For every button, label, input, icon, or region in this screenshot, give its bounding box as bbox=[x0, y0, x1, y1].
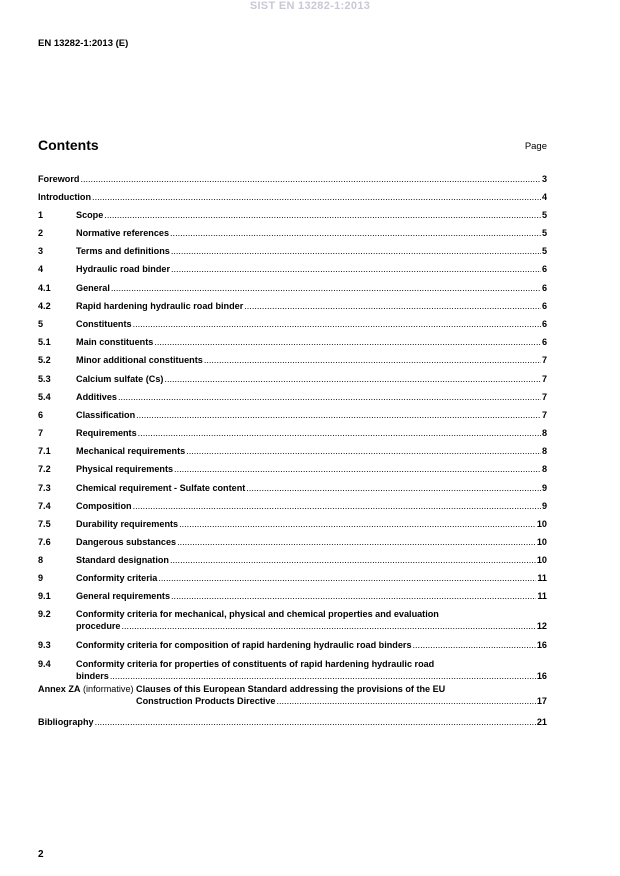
dot-leader bbox=[110, 283, 541, 295]
toc-entry[interactable] bbox=[38, 392, 547, 404]
toc-entry[interactable] bbox=[38, 246, 547, 258]
toc-entry-page: 7 bbox=[541, 410, 547, 420]
toc-entry-page: 5 bbox=[541, 210, 547, 220]
toc-entry-title: Constituents bbox=[76, 319, 132, 329]
page-number: 2 bbox=[38, 849, 44, 860]
dot-leader bbox=[243, 301, 541, 313]
toc-entry-title: Chemical requirement - Sulfate content bbox=[76, 483, 246, 493]
toc-entry-number: 5.3 bbox=[38, 374, 51, 384]
toc-entry[interactable] bbox=[38, 337, 547, 349]
dot-leader bbox=[412, 640, 536, 652]
toc-entry-title-line1: Clauses of this European Standard addressing the provisions of the EU bbox=[136, 684, 446, 694]
document-id: EN 13282-1:2013 (E) bbox=[38, 38, 129, 49]
toc-entry-title: Dangerous substances bbox=[76, 537, 177, 547]
dot-leader bbox=[163, 374, 541, 386]
dot-leader bbox=[170, 246, 541, 258]
toc-entry-title: Composition bbox=[76, 501, 132, 511]
dot-leader bbox=[135, 410, 541, 422]
toc-entry-number: 5.1 bbox=[38, 337, 51, 347]
dot-leader bbox=[170, 264, 541, 276]
dot-leader bbox=[185, 446, 541, 458]
toc-entry-title: Requirements bbox=[76, 428, 137, 438]
toc-entry[interactable] bbox=[38, 591, 547, 603]
toc-entry-title: Mechanical requirements bbox=[76, 446, 186, 456]
toc-entry-page: 8 bbox=[541, 428, 547, 438]
toc-entry[interactable] bbox=[38, 301, 547, 313]
toc-entry-number: 4.1 bbox=[38, 283, 51, 293]
toc-entry-number: 7.6 bbox=[38, 537, 51, 547]
toc-entry[interactable] bbox=[38, 717, 547, 729]
toc-entry-number: 2 bbox=[38, 228, 44, 238]
dot-leader bbox=[176, 537, 536, 549]
dot-leader bbox=[169, 555, 536, 567]
toc-entry[interactable] bbox=[38, 609, 547, 632]
toc-entry-page: 8 bbox=[541, 446, 547, 456]
toc-entry-number: 7 bbox=[38, 428, 44, 438]
toc-entry-page: 16 bbox=[536, 640, 547, 650]
toc-entry-number: 6 bbox=[38, 410, 44, 420]
toc-entry[interactable] bbox=[38, 319, 547, 331]
toc-entry-title: Rapid hardening hydraulic road binder bbox=[76, 301, 244, 311]
watermark: SIST EN 13282-1:2013 bbox=[249, 0, 371, 12]
toc-entry-page: 7 bbox=[541, 392, 547, 402]
toc-entry[interactable] bbox=[38, 555, 547, 567]
toc-entry[interactable] bbox=[38, 410, 547, 422]
toc-entry-title-line1: Conformity criteria for properties of constituents of rapid hardening hydraulic road bbox=[76, 659, 435, 669]
toc-entry-title: Conformity criteria for composition of rapid hardening hydraulic road binders bbox=[76, 640, 412, 650]
toc-entry[interactable] bbox=[38, 264, 547, 276]
toc-entry-number: 3 bbox=[38, 246, 44, 256]
toc-entry-title: Terms and definitions bbox=[76, 246, 170, 256]
toc-entry-title-line1: Conformity criteria for mechanical, physical and chemical properties and evaluation bbox=[76, 609, 439, 619]
toc-entry-page: 9 bbox=[541, 483, 547, 493]
toc-entry-number: 9.2 bbox=[38, 609, 51, 619]
toc-entry-number: 4.2 bbox=[38, 301, 51, 311]
toc-entry-page: 4 bbox=[541, 192, 547, 202]
toc-entry-number: Annex ZA bbox=[38, 684, 81, 694]
toc-entry-number: 9.1 bbox=[38, 591, 51, 601]
toc-entry-number: 1 bbox=[38, 210, 44, 220]
toc-entry-title: Normative references bbox=[76, 228, 170, 238]
toc-entry-title: General bbox=[76, 283, 110, 293]
toc-entry[interactable] bbox=[38, 519, 547, 531]
toc-entry-title: Minor additional constituents bbox=[76, 355, 203, 365]
toc-entry-page: 17 bbox=[536, 695, 547, 706]
toc-entry[interactable] bbox=[38, 192, 547, 204]
toc-entry-number: 7.3 bbox=[38, 483, 51, 493]
toc-entry-number: 5.2 bbox=[38, 355, 51, 365]
dot-leader bbox=[132, 501, 541, 513]
toc-entry-title: Bibliography bbox=[38, 717, 94, 727]
dot-leader bbox=[153, 337, 541, 349]
toc-entry[interactable] bbox=[38, 537, 547, 549]
toc-entry-title: procedure bbox=[76, 620, 121, 631]
toc-entry-title: Hydraulic road binder bbox=[76, 264, 170, 274]
toc-entry[interactable] bbox=[38, 501, 547, 513]
toc-entry-page: 6 bbox=[541, 337, 547, 347]
toc-entry-page: 5 bbox=[541, 228, 547, 238]
toc-entry-number: 7.4 bbox=[38, 501, 51, 511]
toc-entry-number: 9.4 bbox=[38, 659, 51, 669]
toc-entry-number: 8 bbox=[38, 555, 44, 565]
toc-entry-title: Physical requirements bbox=[76, 464, 174, 474]
toc-entry-title: Additives bbox=[76, 392, 117, 402]
toc-entry[interactable] bbox=[38, 355, 547, 367]
toc-entry[interactable] bbox=[38, 374, 547, 386]
toc-entry-page: 7 bbox=[541, 355, 547, 365]
toc-entry-title: Scope bbox=[76, 210, 104, 220]
toc-entry-number: 5 bbox=[38, 319, 44, 329]
toc-entry-title: General requirements bbox=[76, 591, 171, 601]
toc-entry-page: 10 bbox=[536, 537, 547, 547]
dot-leader bbox=[275, 696, 535, 708]
dot-leader bbox=[137, 428, 541, 440]
toc-entry[interactable] bbox=[38, 228, 547, 240]
toc-entry[interactable] bbox=[38, 659, 547, 682]
toc-entry-page: 3 bbox=[541, 174, 547, 184]
toc-entry-page: 6 bbox=[541, 301, 547, 311]
toc-entry-title: binders bbox=[76, 670, 109, 681]
toc-entry-page: 6 bbox=[541, 283, 547, 293]
toc-entry-page: 16 bbox=[536, 670, 547, 681]
dot-leader bbox=[94, 717, 536, 729]
toc-entry-title: Standard designation bbox=[76, 555, 169, 565]
dot-leader bbox=[132, 319, 541, 331]
toc-entry[interactable] bbox=[38, 446, 547, 458]
toc-entry[interactable] bbox=[38, 684, 547, 707]
toc-entry[interactable] bbox=[38, 483, 547, 495]
toc-entry[interactable] bbox=[38, 428, 547, 440]
toc-entry-page: 8 bbox=[541, 464, 547, 474]
toc-entry-number: 7.2 bbox=[38, 464, 51, 474]
dot-leader bbox=[170, 591, 536, 603]
dot-leader bbox=[169, 228, 541, 240]
toc-entry-title: Conformity criteria bbox=[76, 573, 158, 583]
toc-entry-number: 5.4 bbox=[38, 392, 51, 402]
toc-entry[interactable] bbox=[38, 640, 547, 652]
toc-entry-page: 11 bbox=[537, 591, 547, 601]
toc-entry-page: 6 bbox=[541, 319, 547, 329]
dot-leader bbox=[157, 573, 536, 585]
toc-entry-page: 7 bbox=[541, 374, 547, 384]
toc-entry-page: 6 bbox=[541, 264, 547, 274]
toc-entry[interactable] bbox=[38, 283, 547, 295]
dot-leader bbox=[245, 483, 541, 495]
toc-entry-page: 12 bbox=[536, 620, 547, 631]
toc-entry-title: Introduction bbox=[38, 192, 92, 202]
dot-leader bbox=[203, 355, 541, 367]
toc-entry-page: 11 bbox=[537, 573, 547, 583]
toc-entry-title: Foreword bbox=[38, 174, 80, 184]
page-column-label: Page bbox=[524, 141, 547, 152]
toc-entry-title: Durability requirements bbox=[76, 519, 179, 529]
toc-entry-title: Main constituents bbox=[76, 337, 154, 347]
dot-leader bbox=[117, 392, 541, 404]
toc-entry-page: 21 bbox=[536, 717, 547, 727]
toc-entry-number: 4 bbox=[38, 264, 44, 274]
toc-entry-title: Calcium sulfate (Cs) bbox=[76, 374, 164, 384]
toc-entry[interactable] bbox=[38, 464, 547, 476]
toc-entry[interactable] bbox=[38, 210, 547, 222]
toc-entry-title: Construction Products Directive bbox=[136, 695, 276, 706]
dot-leader bbox=[103, 210, 541, 222]
dot-leader bbox=[91, 192, 541, 204]
toc-entry-page: 10 bbox=[536, 555, 547, 565]
dot-leader bbox=[178, 519, 536, 531]
toc-entry-page: 5 bbox=[541, 246, 547, 256]
dot-leader bbox=[120, 621, 535, 633]
toc-entry-annex-note: (informative) bbox=[83, 684, 134, 694]
toc-entry-number: 7.5 bbox=[38, 519, 51, 529]
dot-leader bbox=[173, 464, 541, 476]
toc-entry-page: 9 bbox=[541, 501, 547, 511]
toc-entry[interactable] bbox=[38, 174, 547, 186]
toc-entry-number: 9 bbox=[38, 573, 44, 583]
toc-entry-number: 7.1 bbox=[38, 446, 51, 456]
dot-leader bbox=[79, 174, 541, 186]
dot-leader bbox=[109, 671, 536, 683]
toc-entry-title: Classification bbox=[76, 410, 136, 420]
contents-heading: Contents bbox=[38, 137, 99, 153]
toc-entry-page: 10 bbox=[536, 519, 547, 529]
toc-entry[interactable] bbox=[38, 573, 547, 585]
toc-entry-number: 9.3 bbox=[38, 640, 51, 650]
